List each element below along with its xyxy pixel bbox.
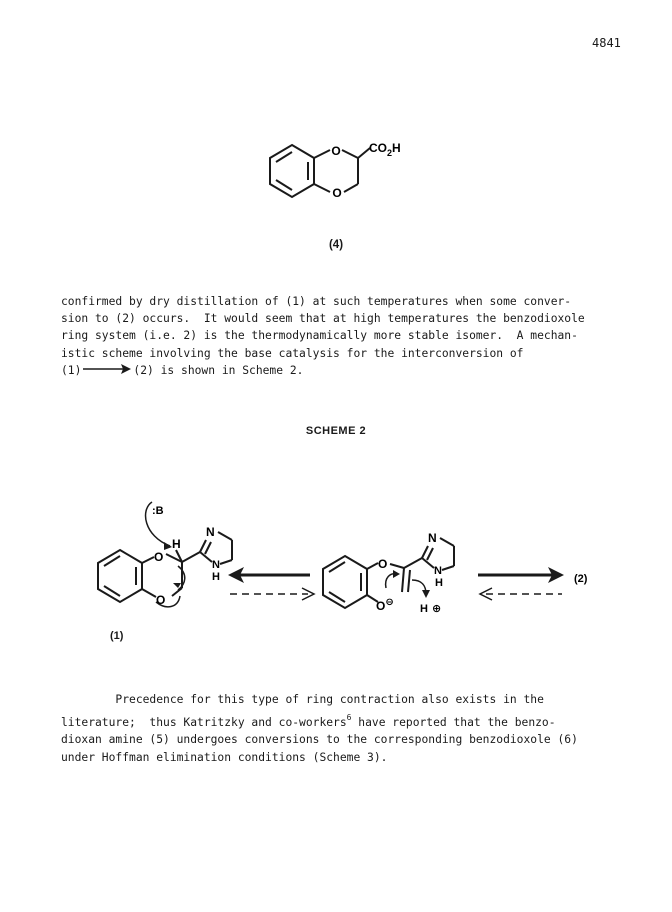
bond <box>440 538 454 546</box>
compound-4-label: (4) <box>328 239 344 251</box>
bond <box>142 557 154 563</box>
compound-4-structure <box>262 130 422 210</box>
bond <box>367 563 378 569</box>
bond <box>314 150 330 158</box>
arrowhead-icon <box>393 570 400 578</box>
oxygen-atom: O <box>378 557 388 571</box>
bond <box>390 564 404 568</box>
arrowhead-icon <box>164 542 172 550</box>
carboxylic-acid-label: $CO_2H$ <box>369 141 401 158</box>
hydrogen-atom-nh: H <box>435 577 443 589</box>
bond <box>342 150 358 158</box>
hydrogen-atom: H <box>172 537 181 551</box>
bond <box>218 532 232 540</box>
double-bond <box>408 570 410 592</box>
arrowhead-icon <box>422 590 430 598</box>
bond <box>172 588 182 596</box>
bond <box>182 552 200 562</box>
reference-superscript: 6 <box>346 712 352 722</box>
reaction-arrow-icon <box>81 363 133 375</box>
oxygen-atom: O <box>154 550 164 564</box>
paragraph-line: dioxan amine (5) undergoes conversions to the corresponding benzodioxole (6) <box>61 733 578 747</box>
paragraph-2 <box>61 691 621 766</box>
bond <box>220 560 232 564</box>
paragraph-line: confirmed by dry distillation of (1) at such temperatures when some conver- <box>61 295 572 308</box>
oxygen-atom: O <box>156 593 166 607</box>
arrowhead-icon <box>173 583 181 588</box>
paragraph-line: sion to (2) occurs. It would seem that at high temperatures the benzodioxole <box>61 312 585 326</box>
compound-1-label: (1) <box>110 630 124 642</box>
bond <box>404 558 422 568</box>
proton: H ⊕ <box>420 603 442 615</box>
page-number: 4841 <box>592 36 621 50</box>
bond <box>442 566 454 570</box>
double-bond <box>402 568 404 592</box>
paragraph-line: literature; thus Katritzky and co-workers$^6$ have reported that the benzo- <box>61 712 556 729</box>
c-n-double-bond <box>422 546 428 558</box>
scheme-title: SCHEME 2 <box>305 425 367 437</box>
bond <box>344 184 358 192</box>
nitrogen-atom-nh: N <box>212 559 220 571</box>
base-label: :B <box>152 505 164 517</box>
oxygen-atom-bottom: O <box>332 186 342 200</box>
paragraph-line: ring system (i.e. 2) is the thermodynamically more stable isomer. A mechan- <box>61 329 578 343</box>
bond <box>142 589 156 597</box>
paragraph-line: Precedence for this type of ring contraction also exists in the <box>61 693 544 706</box>
c-n-double-bond <box>205 542 211 554</box>
c-n-double-bond <box>200 540 206 552</box>
c-n-double-bond <box>427 548 433 560</box>
nitrogen-atom-nh: N <box>434 565 442 577</box>
oxygen-anion: O⊖ <box>376 597 394 613</box>
bond <box>314 184 330 192</box>
paragraph-1 <box>61 293 621 379</box>
paragraph-line-with-arrow: (1) (2) is shown in Scheme 2. <box>61 363 304 377</box>
hydrogen-atom-nh: H <box>212 571 220 583</box>
paragraph-line: under Hoffman elimination conditions (Scheme 3). <box>61 750 388 764</box>
paragraph-line: istic scheme involving the base catalysis for the interconversion of <box>61 346 524 360</box>
scheme-2-diagram <box>60 488 620 628</box>
nitrogen-atom: N <box>428 531 437 545</box>
compound-2-label: (2) <box>574 573 588 585</box>
oxygen-atom-top: O <box>331 144 341 158</box>
nitrogen-atom: N <box>206 525 215 539</box>
